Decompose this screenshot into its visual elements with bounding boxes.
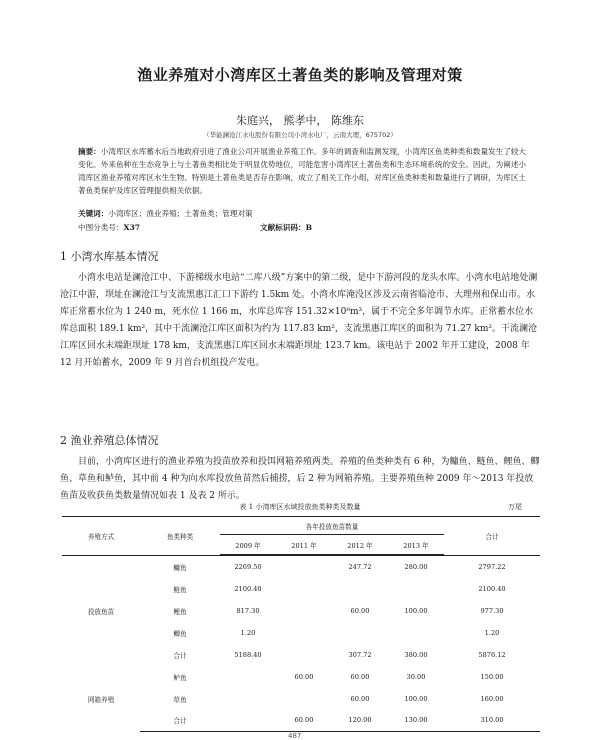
value-cell: 5188.40 [234, 650, 262, 659]
table-1-unit: 万尾 [508, 503, 522, 511]
value-cell [388, 622, 444, 644]
value-cell: 60.00 [350, 672, 370, 681]
total-cell: 2100.40 [478, 584, 506, 593]
value-cell: 60.00 [350, 694, 370, 703]
species-cell: 鲤鱼 [173, 607, 187, 616]
section-2-heading: 2 渔业养殖总体情况 [60, 434, 159, 447]
value-cell [388, 578, 444, 600]
total-cell: 2797.22 [478, 562, 506, 571]
header-species: 鱼类种类 [140, 517, 220, 555]
value-cell: 30.00 [406, 672, 426, 681]
method-cell: 投放鱼苗 [87, 607, 115, 616]
total-cell: 977.30 [480, 606, 504, 615]
total-cell: 310.00 [444, 710, 540, 732]
header-year-2009: 2009 年 [220, 535, 276, 555]
value-cell: 2269.50 [234, 562, 262, 571]
value-cell [332, 578, 388, 600]
value-cell [220, 666, 276, 688]
total-cell: 5876.12 [478, 650, 506, 659]
keywords-label: 关键词： [78, 209, 109, 218]
value-cell: 60.00 [350, 606, 370, 615]
author-line: 朱庭兴， 熊孝中， 陈维东 [236, 114, 364, 127]
total-cell: 1.20 [484, 628, 500, 637]
doc-code: B [305, 223, 312, 232]
value-cell: 130.00 [388, 710, 444, 732]
header-year-2011: 2011 年 [276, 535, 332, 555]
value-cell [332, 622, 388, 644]
value-cell: 60.00 [276, 710, 332, 732]
value-cell [220, 710, 276, 732]
species-cell: 鳙鱼 [173, 563, 187, 572]
paper-title: 渔业养殖对小湾库区土著鱼类的影响及管理对策 [137, 66, 463, 84]
total-cell: 160.00 [480, 694, 504, 703]
header-year-2013: 2013 年 [388, 535, 444, 555]
keywords [78, 208, 530, 219]
doc-code-label: 文献标识码： [260, 223, 306, 232]
method-cell: 网箱养殖 [87, 695, 115, 704]
header-method: 养殖方式 [62, 517, 140, 555]
classification-line [78, 222, 530, 233]
value-cell: 100.00 [404, 694, 428, 703]
section-2-text: 目前，小湾库区进行的渔业养殖为投苗放养和投饵网箱养殖两类。养殖的鱼类种类有 6 种，为鳙鱼、鲢鱼、鲤鱼、鲫鱼、草鱼和鲈鱼，其中前 4 种为向水库投放鱼苗然后捕捞，后 2 种为网箱养殖。主要养殖鱼种 2009 年～2013 年投放鱼苗及收获鱼类数量情况如表 1 及表 2 所示。 [60, 457, 540, 501]
value-cell: 817.30 [236, 606, 260, 615]
table-row [62, 666, 540, 688]
abstract-label: 摘要： [78, 147, 101, 156]
section-1-text: 小湾水电站是澜沧江中、下游梯级水电站“二库八级”方案中的第二级，是中下游河段的龙头水库。小湾水电站地处澜沧江中游，坝址在澜沧江与支流黑惠江汇口下游约 1.5km 处。小湾水库淹没区涉及云南省临沧市、大理州和保山市。水库正常蓄水位为 1 240 m，死水位 1 166 m，水库总库容 151.32×10⁸m³，属于不完全多年调节水库。正常蓄水位水库总面积 189.1 km²，其中干流澜沧江库区面积为约为 117.83 km²，支流黑惠江库区的面积为 71.27 km²。干流澜沧江库区回水末端距坝址 178 km，支流黑惠江库区回水末端距坝址 123.7 km。该电站于 2002 年开工建设，2008 年 12 月开始蓄水，2009 年 9 月首台机组投产发电。 [60, 273, 538, 368]
value-cell: 280.00 [404, 562, 428, 571]
header-group: 各年投放鱼苗数量 [220, 517, 444, 535]
clc-label: 中图分类号： [78, 223, 124, 232]
affiliation: （华能澜沧江水电股份有限公司小湾水电厂，云南大理，675702） [203, 131, 397, 139]
clc-code: X37 [123, 223, 141, 232]
header-total: 合计 [444, 517, 540, 555]
value-cell [276, 644, 332, 666]
value-cell: 60.00 [294, 672, 314, 681]
value-cell [276, 600, 332, 622]
value-cell: 100.00 [404, 606, 428, 615]
species-cell: 鲫鱼 [173, 629, 187, 638]
species-cell: 合计 [140, 710, 220, 732]
page-number: 487 [288, 732, 302, 740]
value-cell [220, 688, 276, 710]
value-cell: 2100.40 [234, 584, 262, 593]
header-year-2012: 2012 年 [332, 535, 388, 555]
species-cell: 鲈鱼 [173, 673, 187, 682]
table-1-caption: 表 1 小湾库区水域投放鱼类种类及数量 [239, 503, 361, 511]
total-cell: 150.00 [480, 672, 504, 681]
table-1 [62, 516, 540, 732]
abstract-text: 小湾库区水库蓄水后当地政府引进了渔业公司开展渔业养殖工作。多年的调查和监测发现，小湾库区鱼类种类和数量发生了较大变化。外来鱼种在生态竞争上与土著鱼类相比处于明显优势地位，可能危害小湾库区土著鱼类和生态环境系统的安全。因此，为阐述小湾库区渔业养殖对库区水生生物、特别是土著鱼类是否存在影响，成立了相关工作小组，对库区鱼类种类和数量进行了调研，为库区土著鱼类保护及库区管理提供相关依据。 [78, 147, 527, 195]
species-cell: 草鱼 [173, 695, 187, 704]
section-1-heading: 1 小湾水库基本情况 [60, 250, 159, 263]
value-cell [276, 556, 332, 578]
species-cell: 鲢鱼 [173, 585, 187, 594]
value-cell [276, 578, 332, 600]
value-cell: 380.00 [404, 650, 428, 659]
value-cell [276, 688, 332, 710]
value-cell: 1.20 [240, 628, 256, 637]
value-cell: 120.00 [332, 710, 388, 732]
table-row [62, 556, 540, 578]
species-cell: 合计 [173, 651, 187, 660]
abstract [78, 145, 530, 197]
value-cell: 307.72 [348, 650, 372, 659]
doc-code-group [260, 222, 312, 233]
value-cell [276, 622, 332, 644]
keywords-text: 小湾库区；渔业养殖；土著鱼类；管理对策 [108, 209, 253, 218]
value-cell: 247.72 [348, 562, 372, 571]
